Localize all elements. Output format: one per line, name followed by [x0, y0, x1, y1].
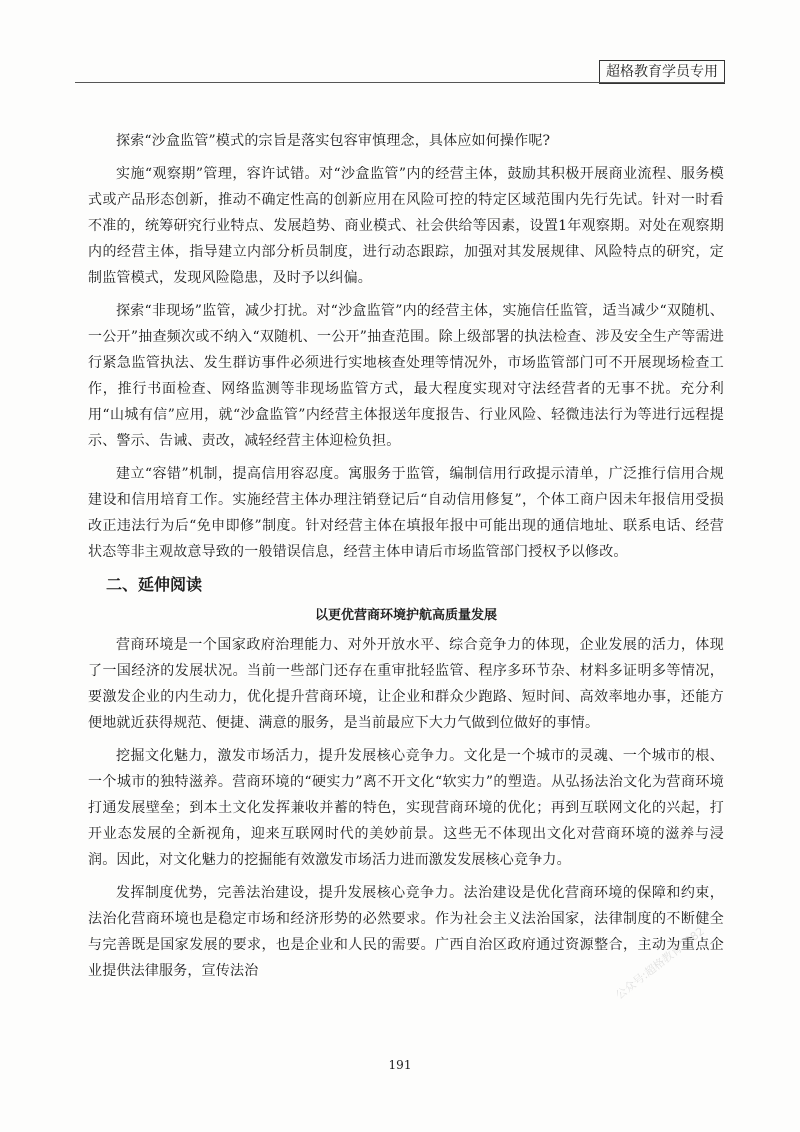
paragraph: 探索“沙盒监管”模式的宗旨是落实包容审慎理念，具体应如何操作呢? — [116, 133, 551, 149]
header-rule — [75, 82, 725, 83]
watermark: 公众号:超格教育2082 — [613, 924, 707, 1002]
paragraph: 建立“容错”机制，提高信用容忍度。寓服务于监管，编制信用行政提示清单，广泛推行信用合规建设和信用培育工作。实施经营主体办理注销登记后“自动信用修复”，个体工商户因未年报信用受损改正违法行为后“免申即修”制度。针对经营主体在填报年报中可能出现的通信地址、联系电话、经营状态等非主观故意导致的一般错误信息，经营主体申请后市场监管部门授权予以修改。 — [88, 466, 724, 560]
page-content — [88, 128, 724, 991]
paragraph: 实施“观察期”管理，容许试错。对“沙盒监管”内的经营主体，鼓励其积极开展商业流程、服务模式或产品形态创新，推动不确定性高的创新应用在风险可控的特定区域范围内先行先试。针对一时看不准的，统筹研究行业特点、发展趋势、商业模式、社会供给等因素，设置1年观察期。对处在观察期内的经营主体，指导建立内部分析员制度，进行动态跟踪，加强对其发展规律、风险特点的研究，定制监管模式，发现风险隐患，及时予以纠偏。 — [88, 166, 724, 286]
paragraph: 挖掘文化魅力，激发市场活力，提升发展核心竞争力。文化是一个城市的灵魂、一个城市的根、一个城市的独特滋养。营商环境的“硬实力”离不开文化“软实力”的塑造。从弘扬法治文化为营商环境打通发展壁垒；到本土文化发挥兼收并蓄的特色，实现营商环境的优化；再到互联网文化的兴起，打开业态发展的全新视角，迎来互联网时代的美妙前景。这些无不体现出文化对营商环境的滋养与浸润。因此，对文化魅力的挖掘能有效激发市场活力进而激发发展核心竞争力。 — [88, 748, 724, 868]
page-number: 191 — [388, 1058, 412, 1072]
header-tag: 超格教育学员专用 — [599, 60, 725, 84]
section-heading: 二、延伸阅读 — [106, 575, 203, 594]
article-title: 以更优营商环境护航高质量发展 — [314, 608, 497, 623]
paragraph: 营商环境是一个国家政府治理能力、对外开放水平、综合竞争力的体现，企业发展的活力，体现了一国经济的发展状况。当前一些部门还存在重审批轻监管、程序多环节杂、材料多证明多等情况，要激发企业的内生动力，优化提升营商环境，让企业和群众少跑路、短时间、高效率地办事，还能方便地就近获得规范、便捷、满意的服务，是当前最应下大力气做到位做好的事情。 — [88, 637, 724, 731]
paragraph: 探索“非现场”监管，减少打扰。对“沙盒监管”内的经营主体，实施信任监管，适当减少“双随机、一公开”抽查频次或不纳入“双随机、一公开”抽查范围。除上级部署的执法检查、涉及安全生产等需进行紧急监管执法、发生群访事件必须进行实地核查处理等情况外，市场监管部门可不开展现场检查工作，推行书面检查、网络监测等非现场监管方式，最大程度实现对守法经营者的无事不扰。充分利用“山城有信”应用，就“沙盒监管”内经营主体报送年度报告、行业风险、轻微违法行为等进行远程提示、警示、告诫、责改，减轻经营主体迎检负担。 — [88, 303, 724, 449]
paragraph: 发挥制度优势，完善法治建设，提升发展核心竞争力。法治建设是优化营商环境的保障和约束，法治化营商环境也是稳定市场和经济形势的必然要求。作为社会主义法治国家，法律制度的不断健全与完善既是国家发展的要求，也是企业和人民的需要。广西自治区政府通过资源整合，主动为重点企业提供法律服务，宣传法治 — [88, 885, 724, 979]
